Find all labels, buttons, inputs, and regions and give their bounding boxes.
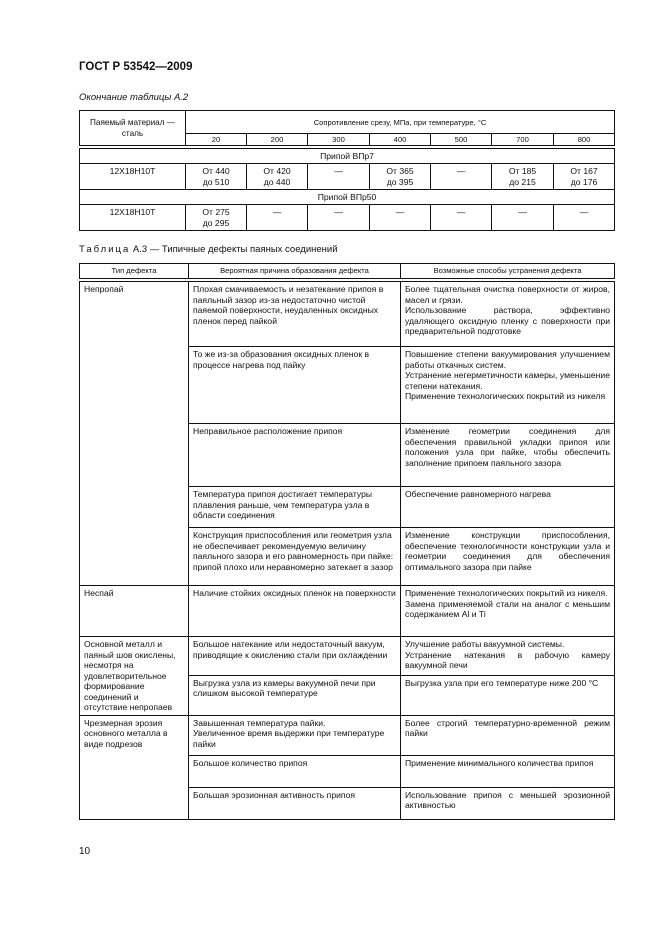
cause-cell: Температура припоя достигает температуры плавления раньше, чем температура узла в области соединения	[189, 487, 401, 528]
remedy-cell: Более строгий температурно-временной режим пайки	[401, 715, 615, 755]
table-a3-caption-text: А.3 — Типичные дефекты паяных соединений	[130, 244, 338, 255]
remedy-cell: Более тщательная очистка поверхности от жиров, масел и грязи. Использование раствора, эффективно удаляющего оксидную пленку с поверхности при предварительной подготовке	[401, 282, 615, 347]
table-a2	[79, 110, 615, 231]
shear-value-cell: От 365 до 395	[370, 164, 431, 190]
column-header-cause: Вероятная причина образования дефекта	[189, 264, 401, 279]
temperature-header: 300	[308, 134, 370, 146]
shear-value-cell: От 440 до 510	[186, 164, 247, 190]
table-row	[80, 637, 615, 676]
page-number: 10	[79, 846, 91, 857]
remedy-cell: Изменение конструкции приспособления, обеспечение технологичности конструкции узла и геометрии соединения для обеспечения оптимального зазора при пайке	[401, 528, 615, 586]
cause-cell: То же из-за образования оксидных пленок в процессе нагрева под пайку	[189, 347, 401, 424]
table-a3-caption-label: Таблица	[79, 244, 131, 255]
remedy-cell: Повышение степени вакуумирования улучшением работы откачных систем. Устранение негерметичности камеры, уменьшение степени натекания. Применение технологических покрытий из никеля	[401, 347, 615, 424]
column-header-material: Паяемый материал — сталь	[80, 111, 186, 146]
defect-type-cell: Основной металл и паяный шов окислены, несмотря на удовлетворительное формирование соединений и отсутствие непропаев	[80, 637, 189, 716]
shear-value-cell: —	[431, 205, 492, 231]
cause-cell: Неправильное расположение припоя	[189, 424, 401, 487]
cause-cell: Большое натекание или недостаточный вакуум, приводящие к окислению стали при охлаждении	[189, 637, 401, 676]
shear-value-cell: —	[492, 205, 554, 231]
defect-type-cell: Непропай	[80, 282, 189, 586]
column-header-remedy: Возможные способы устранения дефекта	[401, 264, 615, 279]
table-a3	[79, 263, 615, 820]
table-row	[80, 164, 615, 190]
remedy-cell: Применение минимального количества припоя	[401, 755, 615, 787]
temperature-header: 200	[247, 134, 308, 146]
defect-type-cell: Чрезмерная эрозия основного металла в виде подрезов	[80, 715, 189, 819]
shear-value-cell: От 185 до 215	[492, 164, 554, 190]
temperature-header: 400	[370, 134, 431, 146]
remedy-cell: Обеспечение равномерного нагрева	[401, 487, 615, 528]
shear-value-cell: —	[247, 205, 308, 231]
shear-value-cell: —	[308, 205, 370, 231]
cause-cell: Большая эрозионная активность припоя	[189, 787, 401, 819]
temperature-header: 800	[554, 134, 615, 146]
defect-type-cell: Неспай	[80, 586, 189, 637]
cause-cell: Плохая смачиваемость и незатекание припоя в паяльный зазор из-за недостаточно чистой паяемой поверхности, неудаленных оксидных пленок перед пайкой	[189, 282, 401, 347]
cause-cell: Наличие стойких оксидных пленок на поверхности	[189, 586, 401, 637]
remedy-cell: Улучшение работы вакуумной системы. Устранение натекания в рабочую камеру вакуумной печи	[401, 637, 615, 676]
cause-cell: Большое количество припоя	[189, 755, 401, 787]
cause-cell: Выгрузка узла из камеры вакуумной печи при слишком высокой температуре	[189, 675, 401, 715]
solder-section-title: Припой ВПр50	[80, 190, 615, 205]
shear-value-cell: —	[308, 164, 370, 190]
table-a3-caption	[79, 244, 338, 255]
shear-value-cell: —	[554, 205, 615, 231]
shear-value-cell: От 167 до 176	[554, 164, 615, 190]
table-row	[80, 715, 615, 755]
table-row	[80, 205, 615, 231]
shear-value-cell: —	[370, 205, 431, 231]
remedy-cell: Применение технологических покрытий из никеля. Замена применяемой стали на аналог с меньшим содержанием Al и Ti	[401, 586, 615, 637]
shear-value-cell: От 275 до 295	[186, 205, 247, 231]
temperature-header: 20	[186, 134, 247, 146]
table-row	[80, 586, 615, 637]
table-a2-caption: Окончание таблицы А.2	[79, 92, 189, 103]
remedy-cell: Выгрузка узла при его температуре ниже 200 °С	[401, 675, 615, 715]
cause-cell: Конструкция приспособления или геометрия узла не обеспечивает рекомендуемую величину паяльного зазора и его равномерность при пайке: припой плохо или неравномерно затекает в зазор	[189, 528, 401, 586]
temperature-header: 500	[431, 134, 492, 146]
shear-value-cell: —	[431, 164, 492, 190]
remedy-cell: Использование припоя с меньшей эрозионной активностью	[401, 787, 615, 819]
material-cell: 12Х18Н10Т	[80, 164, 186, 190]
shear-value-cell: От 420 до 440	[247, 164, 308, 190]
solder-section-title: Припой ВПр7	[80, 149, 615, 164]
cause-cell: Завышенная температура пайки. Увеличенное время выдержки при температуре пайки	[189, 715, 401, 755]
column-header-shear-strength: Сопротивление срезу, МПа, при температуре, °С	[186, 111, 615, 134]
table-row	[80, 282, 615, 347]
column-header-defect-type: Тип дефекта	[80, 264, 189, 279]
temperature-header: 700	[492, 134, 554, 146]
document-header: ГОСТ Р 53542—2009	[79, 61, 193, 73]
remedy-cell: Изменение геометрии соединения для обеспечения правильной укладки припоя или положения узла при пайке, чтобы обеспечить заполнение припоем паяльного зазора	[401, 424, 615, 487]
material-cell: 12Х18Н10Т	[80, 205, 186, 231]
